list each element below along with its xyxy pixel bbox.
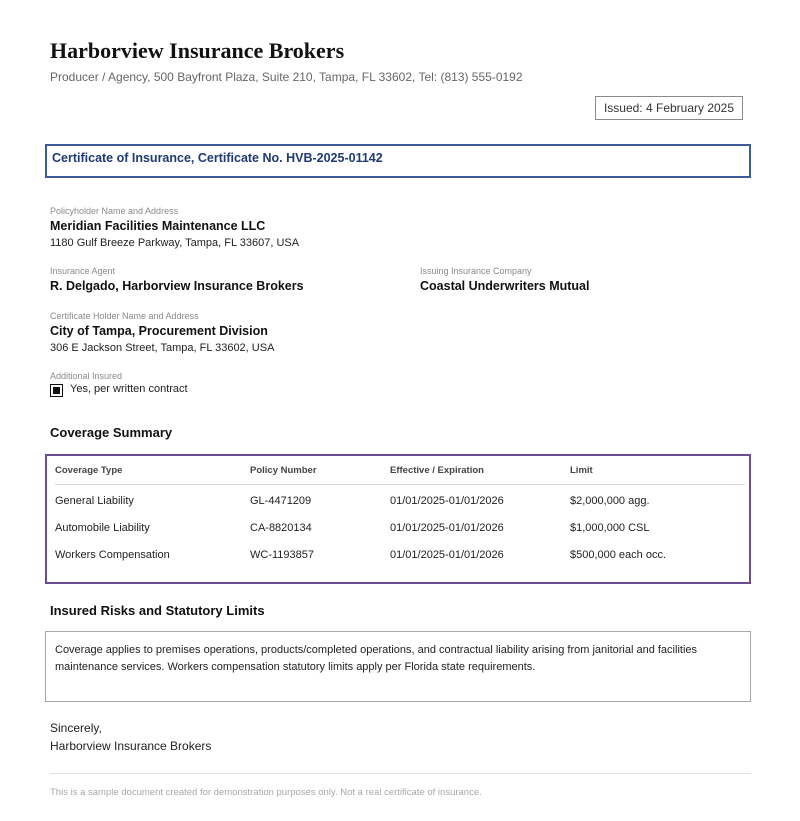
cell-limit: $1,000,000 CSL [570,522,650,534]
cell-coverage-type: General Liability [55,495,134,507]
closing-signatory: Harborview Insurance Brokers [50,739,212,753]
certificate-holder-address: 306 E Jackson Street, Tampa, FL 33602, USA [50,342,275,354]
policyholder-address: 1180 Gulf Breeze Parkway, Tampa, FL 33607, USA [50,237,300,249]
cell-coverage-type: Automobile Liability [55,522,150,534]
cell-effective-expiration: 01/01/2025-01/01/2026 [390,549,504,561]
footer-disclaimer: This is a sample document created for demonstration purposes only. Not a real certificate of insurance. [50,787,482,798]
insured-risks-text: Coverage applies to premises operations, products/completed operations, and contractual liability arising from janitorial and facilities maintenance services. Workers compensation statutory limits apply per Florida state requirements. [55,644,698,673]
certificate-title-box [45,144,751,178]
column-header-policy-number: Policy Number [250,465,317,476]
issued-date-badge: Issued: 4 February 2025 [595,96,743,120]
coverage-table [45,454,751,584]
agent-name: R. Delgado, Harborview Insurance Brokers [50,279,304,293]
additional-insured-checkbox[interactable] [50,384,63,397]
cell-limit: $500,000 each occ. [570,549,667,561]
column-header-coverage-type: Coverage Type [55,465,123,476]
insurer-name: Coastal Underwriters Mutual [420,279,590,293]
cell-coverage-type: Workers Compensation [55,549,170,561]
cell-policy-number: WC-1193857 [250,549,314,561]
certificate-title: Certificate of Insurance, Certificate No. HVB-2025-01142 [52,151,383,165]
insured-risks-heading: Insured Risks and Statutory Limits [50,603,265,618]
insured-risks-box [45,631,751,702]
cell-limit: $2,000,000 agg. [570,495,650,507]
agent-label: Insurance Agent [50,266,116,276]
cell-effective-expiration: 01/01/2025-01/01/2026 [390,495,504,507]
insurer-label: Issuing Insurance Company [420,266,532,276]
certificate-holder-name: City of Tampa, Procurement Division [50,324,268,338]
checkbox-check-mark [53,387,60,394]
company-name: Harborview Insurance Brokers [50,38,345,63]
additional-insured-label: Additional Insured [50,371,123,381]
certificate-holder-label: Certificate Holder Name and Address [50,311,199,321]
policyholder-label: Policyholder Name and Address [50,206,179,216]
additional-insured-text: Yes, per written contract [70,383,188,395]
column-header-limit: Limit [570,465,593,476]
table-header-divider [55,484,745,485]
agency-address-line: Producer / Agency, 500 Bayfront Plaza, Suite 210, Tampa, FL 33602, Tel: (813) 555-0192 [50,70,523,84]
cell-effective-expiration: 01/01/2025-01/01/2026 [390,522,504,534]
policyholder-name: Meridian Facilities Maintenance LLC [50,219,266,233]
column-header-effective-expiration: Effective / Expiration [390,465,484,476]
footer-divider [50,773,751,774]
cell-policy-number: GL-4471209 [250,495,312,507]
cell-policy-number: CA-8820134 [250,522,312,534]
closing-salutation: Sincerely, [50,721,102,735]
coverage-summary-heading: Coverage Summary [50,425,173,440]
